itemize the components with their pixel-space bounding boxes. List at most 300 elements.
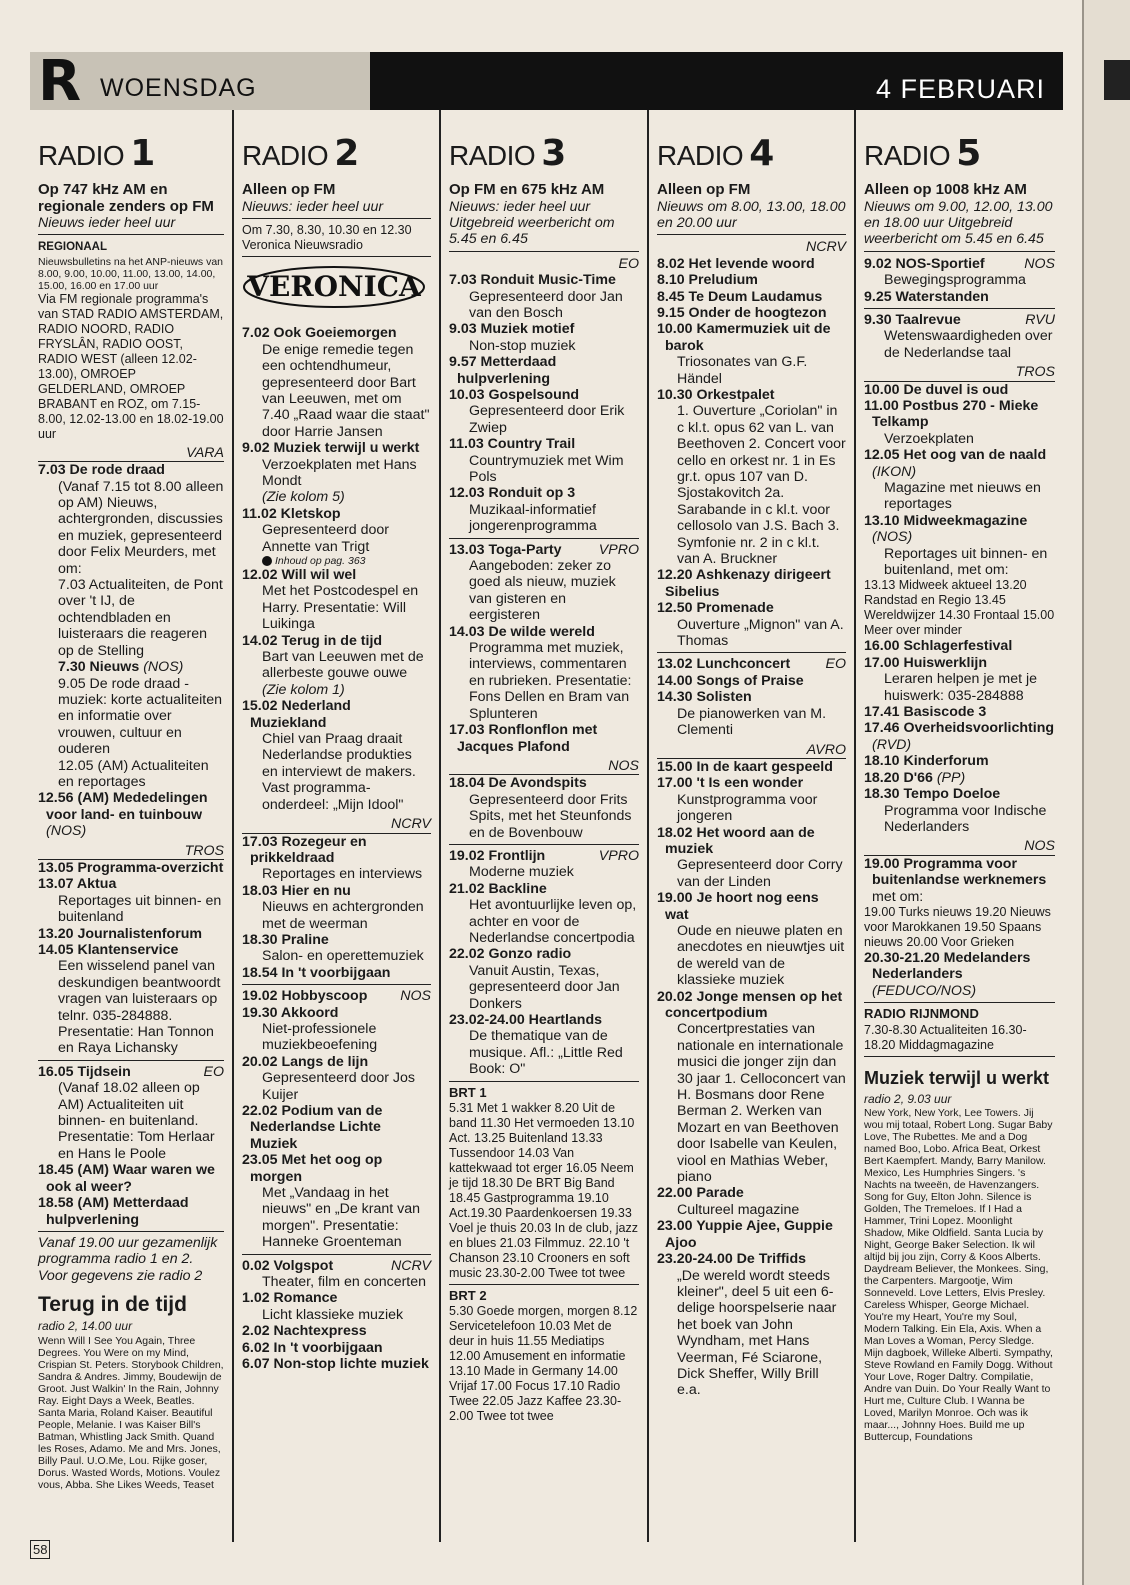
program-title: 17.00 Huiswerklijn <box>864 654 988 671</box>
program <box>242 834 431 867</box>
program <box>242 698 431 731</box>
header-left-band <box>30 49 370 114</box>
channel-sub: Nieuws ieder heel uur <box>38 215 224 235</box>
program <box>657 775 846 791</box>
program-title: 13.03 Toga-Party <box>449 541 562 558</box>
program-desc: Leraren helpen je met je huiswerk: 035-284888 <box>884 671 1038 704</box>
channel-number: 3 <box>541 133 566 174</box>
program <box>242 567 431 583</box>
section-letter: R <box>38 49 82 114</box>
program-sub: 12.05 (AM) Actualiteiten en reportages <box>58 757 209 790</box>
program-sub: 13.13 Midweek aktueel 13.20 Randstad en Regio 13.45 Wereldwijzer 14.30 Frontaal 15.00 Meer over minder <box>864 578 1055 638</box>
divider <box>864 1002 1055 1003</box>
divider <box>242 984 431 985</box>
program-desc: Salon- en operettemuziek <box>262 948 424 965</box>
brt2-heading: BRT 2 <box>449 1288 487 1304</box>
program-title: 12.03 Ronduit op 3 <box>449 485 576 502</box>
program <box>242 965 431 981</box>
program-title: 9.30 Taalrevue <box>864 311 961 328</box>
program-title: 18.58 (AM) Metterdaad hulpverlening <box>38 1195 189 1228</box>
next-page-edge <box>1082 0 1130 1585</box>
program-sub <box>38 659 224 675</box>
program <box>864 382 1055 398</box>
brt2-schedule: 5.30 Goede morgen, morgen 8.12 Servicetelefoon 10.03 Met de deur in huis 11.55 Mediatips 12.00 Amusement en informatie 13.10 Made in Germany 14.00 Vrijaf 17.00 Focus 17.10 Radio Twee 22.05 Jazz Kaffee 23.30-2.00 Twee tot twee <box>449 1304 638 1424</box>
page-header <box>30 49 1063 114</box>
program-title: 18.02 Het woord aan de muziek <box>657 824 815 857</box>
divider <box>864 1056 1055 1057</box>
program-title: 14.00 Songs of Praise <box>657 672 804 689</box>
channel-number: 2 <box>334 133 359 174</box>
program-desc: Gepresenteerd door Jos Kuijer <box>262 1070 416 1103</box>
program-desc: Gepresenteerd door Corry van der Linden <box>677 857 843 890</box>
program-sub: 7.03 Actualiteiten, de Pont over 't IJ, de ochtendbladen en luisteraars die reageren op de Stelling <box>58 577 223 659</box>
program-desc: Gepresenteerd door Frits Spits, met het Steunfonds en de Bovenbouw <box>469 791 632 841</box>
program <box>38 1162 224 1195</box>
program-broadcaster: VPRO <box>598 847 639 864</box>
program-ref <box>242 555 431 567</box>
program-title: 18.30 Praline <box>242 931 329 948</box>
program <box>657 1251 846 1267</box>
program-title: 7.03 Ronduit Music-Time <box>449 272 616 289</box>
program-title: 16.00 Schlagerfestival <box>864 638 1013 655</box>
program-ref: (Zie kolom 5) <box>262 489 345 506</box>
channel-heading <box>242 134 431 176</box>
program-desc: Magazine met nieuws en reportages <box>884 480 1041 513</box>
divider <box>657 652 846 653</box>
channel-label: RADIO <box>864 140 951 171</box>
program <box>38 942 224 958</box>
program-title: 10.00 De duvel is oud <box>864 381 1009 398</box>
broadcaster-label: NOS <box>449 758 639 775</box>
channel-heading <box>38 134 224 176</box>
program-desc: Reportages uit binnen- en buitenland <box>58 892 222 926</box>
channel-number: 5 <box>956 133 981 174</box>
regional-text: Via FM regionale programma's van STAD RADIO AMSTERDAM, RADIO NOORD, RADIO FRYSLÂN, RADIO OOST, RADIO WEST (alleen 12.02-13.00), OMROEP GELDERLAND, OMROEP BRABANT en ROZ, om 7.15-8.00, 12.02-13.00 en 18.02-19.00 uur <box>38 291 224 441</box>
program-title: 9.15 Onder de hoogtezon <box>657 304 827 321</box>
program <box>864 720 1055 753</box>
program-title: 17.00 't Is een wonder <box>657 775 804 792</box>
program <box>864 786 1055 802</box>
program <box>657 1218 846 1251</box>
program-desc: Non-stop muziek <box>469 337 576 354</box>
program-title: 23.00 Yuppie Ajee, Guppie Ajoo <box>657 1218 833 1251</box>
program-title: 2.02 Nachtexpress <box>242 1323 367 1340</box>
program <box>38 876 224 892</box>
program-title: 18.20 D'66 <box>864 769 933 786</box>
program-desc: Licht klassieke muziek <box>262 1306 404 1323</box>
program-broadcaster: EO <box>203 1063 224 1080</box>
program <box>864 256 1055 272</box>
program-desc: Gepresenteerd door Annette van Trigt <box>262 522 389 555</box>
program <box>449 387 639 403</box>
program-title: 10.30 Orkestpalet <box>657 386 775 403</box>
program-broadcaster: NOS <box>400 988 431 1005</box>
program <box>449 354 639 387</box>
program-title: 6.07 Non-stop lichte muziek <box>242 1356 429 1373</box>
program <box>242 883 431 899</box>
program-sub-broadcaster: (NOS) <box>143 659 184 676</box>
program <box>657 656 846 672</box>
program <box>864 753 1055 769</box>
program <box>657 272 846 288</box>
program <box>657 600 846 616</box>
column-radio5 <box>856 110 1063 1542</box>
channel-label: RADIO <box>449 140 536 171</box>
program <box>657 673 846 689</box>
program <box>242 1054 431 1070</box>
program-desc: Moderne muziek <box>469 864 574 881</box>
broadcaster-label: NCRV <box>242 816 431 833</box>
program-desc: Een wisselend panel van deskundigen beantwoordt vragen van luisteraars op telnr. 035-284888. Presentatie: Han Tonnon en Raya Lichansky <box>58 958 221 1057</box>
regional-title: REGIONAAL <box>38 241 107 254</box>
channel-sub-2: Om 7.30, 8.30, 10.30 en 12.30 Veronica Nieuwsradio <box>242 223 431 257</box>
program-title: 18.03 Hier en nu <box>242 882 351 899</box>
program-title: 12.02 Will wil wel <box>242 567 357 583</box>
program <box>449 624 639 640</box>
program-desc: Nieuws en achtergronden met de weerman <box>262 899 424 932</box>
program <box>38 1195 224 1228</box>
program-title: 14.02 Terug in de tijd <box>242 632 383 649</box>
program-title: 19.00 Programma voor buitenlandse werknemers <box>864 855 1047 889</box>
brt1-schedule: 5.31 Met 1 wakker 8.20 Uit de band 11.30 Het vermoeden 13.10 Act. 13.25 Buitenland 13.33 Tussendoor 14.03 Van kattekwaad tot erger 16.05 Neem je tijd 18.30 De BRT Big Band 18.45 Gastprogramma 19.10 Act.19.30 Paardenkoersen 19.33 Voel je thuis 20.03 In de club, jazz en blues 21.03 Filmmuz. 22.10 't Chanson 23.10 Crooners en soft music 23.30-2.00 Twee tot twee <box>449 1101 639 1281</box>
broadcaster-label: NOS <box>864 838 1055 855</box>
program-ref: (Zie kolom 1) <box>262 681 345 698</box>
program-desc: „De wereld wordt steeds kleiner", deel 5 uit een 6-delige hoorspelserie naar het boek van John Wyndham, met Hans Veerman, Fé Sciarone, Dick Sheffer, Willy Brill e.a. <box>677 1267 837 1399</box>
program-title: 17.46 Overheidsvoorlichting <box>864 720 1055 737</box>
program-broadcaster: (NOS) <box>872 529 913 546</box>
program <box>242 1103 431 1152</box>
program <box>657 689 846 705</box>
regional-small: Nieuwsbulletins na het ANP-nieuws van 8.00, 9.00, 10.00, 11.00, 13.00, 14.00, 15.00, 16.00 en 17.00 uur <box>38 255 224 292</box>
program-title: 9.57 Metterdaad hulpverlening <box>449 354 557 387</box>
header-right-band <box>370 52 1063 110</box>
channel-heading <box>864 134 1055 176</box>
program <box>449 722 639 755</box>
divider <box>449 1284 639 1285</box>
program-title: 1.02 Romance <box>242 1290 338 1307</box>
program-desc: 1. Ouverture „Coriolan" in c kl.t. opus 62 van L. van Beethoven 2. Concert voor cello en orkest nr. 1 in Es gr.t. opus 107 van D. Sjostakovitch 2a. Sarabande in c kl.t. voor cellosolo van J.S. Bach 3. Symfonie nr. 2 in c kl.t. van A. Bruckner <box>677 403 846 568</box>
program-desc: Cultureel magazine <box>677 1201 800 1218</box>
program-title: 20.02 Jonge mensen op het concertpodium <box>657 988 843 1021</box>
program-title: 11.02 Kletskop <box>242 505 341 522</box>
program-desc: Muzikaal-informatief jongerenprogramma <box>469 501 597 535</box>
program <box>242 1005 431 1021</box>
program-title: 12.50 Promenade <box>657 600 774 617</box>
column-radio2 <box>234 110 441 1542</box>
program-broadcaster: (NOS) <box>46 823 87 840</box>
program-broadcaster: (FEDUCO/NOS) <box>872 982 977 999</box>
program-title: 19.00 Je hoort nog eens wat <box>657 890 819 923</box>
program-title: 17.03 Ronflonflon met Jacques Plafond <box>449 722 598 755</box>
program-title: 11.03 Country Trail <box>449 436 576 453</box>
program <box>242 1356 431 1372</box>
program-desc: Wetenswaardigheden over de Nederlandse taal <box>884 328 1053 361</box>
program <box>242 1290 431 1306</box>
program-title: 18.30 Tempo Doeloe <box>864 786 1001 803</box>
program-desc: Chiel van Praag draait Nederlandse produkties en interviewt de makers. Vast programma-onderdeel: „Mijn Idool" <box>262 731 416 813</box>
program-title: 12.05 Het oog van de naald <box>864 447 1047 464</box>
program <box>449 542 639 558</box>
program-title: 15.00 In de kaart gespeeld <box>657 758 833 775</box>
program-title: 18.04 De Avondspits <box>449 775 587 792</box>
program-title: 23.02-24.00 Heartlands <box>449 1012 603 1028</box>
program <box>242 988 431 1004</box>
column-radio3 <box>441 110 649 1542</box>
program-desc: Gepresenteerd door Erik Zwiep <box>469 403 625 436</box>
program-title: 17.41 Basiscode 3 <box>864 704 987 721</box>
radio-columns <box>30 110 1063 1542</box>
program-sub: 19.00 Turks nieuws 19.20 Nieuws voor Marokkanen 19.50 Spaans nieuws 20.00 Voor Grieken <box>864 904 1051 949</box>
program-title: 11.00 Postbus 270 - Mieke Telkamp <box>864 397 1039 431</box>
channel-label: RADIO <box>242 140 329 171</box>
program-title: 10.03 Gospelsound <box>449 386 580 403</box>
program-extra: met om: <box>872 888 924 905</box>
program <box>449 1012 639 1028</box>
broadcaster-label: VARA <box>38 445 224 462</box>
program <box>242 1258 431 1274</box>
channel-intro: Alleen op FM <box>242 181 336 198</box>
program <box>657 567 846 600</box>
channel-intro: Op 747 kHz AM en regionale zenders op FM <box>38 181 214 215</box>
program-title: 9.02 NOS-Sportief <box>864 255 985 272</box>
program <box>242 932 431 948</box>
program <box>242 1323 431 1339</box>
broadcaster-label: AVRO <box>657 742 846 759</box>
brt1-heading: BRT 1 <box>449 1084 487 1100</box>
program <box>449 436 639 452</box>
channel-intro: Alleen op FM <box>657 181 751 198</box>
broadcaster-label: EO <box>618 255 639 272</box>
column-radio4 <box>649 110 856 1542</box>
program-title: 12.20 Ashkenazy dirigeert Sibelius <box>657 567 831 600</box>
program-title: 23.20-24.00 De Triffids <box>657 1251 807 1268</box>
program-broadcaster: (PP) <box>936 769 966 786</box>
program <box>657 1185 846 1201</box>
program-desc: (Vanaf 7.15 tot 8.00 alleen op AM) Nieuws, achtergronden, discussies en muziek, gepresenteerd door Felix Meurders, met om: <box>58 478 224 577</box>
program <box>242 506 431 522</box>
header-date: 4 FEBRUARI <box>875 74 1045 104</box>
program-desc: Met het Postcodespel en Harry. Presentatie: Will Luikinga <box>262 583 419 633</box>
program-title: 13.02 Lunchconcert <box>657 656 791 673</box>
program <box>657 759 846 775</box>
divider <box>38 1231 224 1232</box>
broadcaster-label: NCRV <box>806 239 846 256</box>
program-broadcaster: EO <box>825 656 846 673</box>
box-heading: Muziek terwijl u werkt <box>864 1067 1050 1088</box>
channel-heading <box>449 134 639 176</box>
program-title: 20.30-21.20 Medelanders Nederlanders <box>864 949 1031 983</box>
program-title: 23.05 Met het oog op morgen <box>242 1152 383 1185</box>
channel-sub: Nieuws: ieder heel uur Uitgebreid weerbericht om 5.45 en 6.45 <box>449 199 639 252</box>
program-title: 18.10 Kinderforum <box>864 753 989 770</box>
channel-heading <box>657 134 846 176</box>
program-title: 14.05 Klantenservice <box>38 942 179 958</box>
program <box>449 485 639 501</box>
program-desc: De thematique van de musique. Afl.: „Little Red Book: O" <box>469 1028 623 1078</box>
veronica-logo <box>242 263 427 311</box>
program <box>864 513 1055 546</box>
program <box>38 860 224 876</box>
program <box>657 387 846 403</box>
program-title: 16.05 Tijdsein <box>38 1063 131 1080</box>
program-title: 9.25 Waterstanden <box>864 288 989 305</box>
program-sub: 9.05 De rode draad - muziek: korte actualiteiten en informatie over vrouwen, cultuur en ouderen <box>58 675 223 758</box>
program-desc: Reportages uit binnen- en buitenland, met om: <box>884 545 1048 579</box>
channel-sub: Nieuws om 8.00, 13.00, 18.00 en 20.00 uur <box>657 199 846 236</box>
program <box>449 321 639 337</box>
program-broadcaster: (IKON) <box>872 463 917 480</box>
program <box>864 770 1055 786</box>
program <box>242 1152 431 1185</box>
program <box>657 289 846 305</box>
box-subheading: radio 2, 14.00 uur <box>38 1319 133 1334</box>
program <box>449 775 639 791</box>
channel-label: RADIO <box>657 140 744 171</box>
program-broadcaster: NCRV <box>391 1257 431 1274</box>
program <box>864 856 1055 905</box>
program-desc: Bart van Leeuwen met de allerbeste gouwe ouwe <box>262 649 424 682</box>
program <box>449 272 639 288</box>
divider <box>449 1081 639 1082</box>
channel-number: 4 <box>749 133 774 174</box>
radio-rijnmond-schedule: 7.30-8.30 Actualiteiten 16.30-18.20 Middagmagazine <box>864 1022 1027 1052</box>
program-title: 18.45 (AM) Waar waren we ook al weer? <box>38 1162 215 1195</box>
program <box>864 312 1055 328</box>
program <box>864 289 1055 305</box>
program-title: 13.20 Journalistenforum <box>38 925 202 942</box>
program-title: 12.56 (AM) Mededelingen voor land- en tuinbouw <box>38 790 208 823</box>
schedule-note: Vanaf 19.00 uur gezamenlijk programma radio 1 en 2. Voor gegevens zie radio 2 <box>38 1234 218 1284</box>
program-ref-text: Inhoud op pag. 363 <box>275 555 366 567</box>
program <box>242 325 431 341</box>
program-title: 21.02 Backline <box>449 880 547 897</box>
program <box>38 462 224 478</box>
program <box>657 825 846 858</box>
program-title: 6.02 In 't voorbijgaan <box>242 1339 383 1356</box>
program-desc: Theater, film en concerten <box>262 1274 427 1291</box>
program-title: 19.02 Hobbyscoop <box>242 988 368 1005</box>
program-title: 14.30 Solisten <box>657 689 752 706</box>
channel-intro: Alleen op 1008 kHz AM <box>864 181 1027 198</box>
program <box>864 638 1055 654</box>
program-title: 22.00 Parade <box>657 1185 744 1202</box>
program-desc: Oude en nieuwe platen en anecdotes en nieuwtjes uit de wereld van de klassieke muziek <box>677 922 845 989</box>
broadcaster-label: TROS <box>864 364 1055 381</box>
box-subheading: radio 2, 9.03 uur <box>864 1091 952 1106</box>
program-title: 13.07 Aktua <box>38 876 117 893</box>
program-broadcaster: VPRO <box>598 541 639 558</box>
program-title: 20.02 Langs de lijn <box>242 1053 369 1070</box>
program-broadcaster: RVU <box>1025 311 1055 328</box>
program-desc: De pianowerken van M. Clementi <box>677 705 827 739</box>
program <box>242 1340 431 1356</box>
program-title: 7.02 Ook Goeiemorgen <box>242 325 397 342</box>
program-title: 9.02 Muziek terwijl u werkt <box>242 440 420 457</box>
radio-rijnmond-heading: RADIO RIJNMOND <box>864 1006 979 1022</box>
program <box>864 655 1055 671</box>
program <box>449 881 639 897</box>
program <box>242 633 431 649</box>
program-desc: Concertprestaties van nationale en internationale musici die jonger zijn dan 30 jaar 1. Celloconcert van H. Bosmans door Rene Berman 2. Werken van Mozart en van Beethoven door Isabelle van Keulen, viool en Mathias Weber, piano <box>677 1021 846 1186</box>
divider <box>38 1060 224 1061</box>
program <box>864 704 1055 720</box>
program-broadcaster: NOS <box>1024 255 1055 272</box>
program-title: 7.03 De rode draad <box>38 462 165 479</box>
program <box>38 926 224 942</box>
divider <box>242 1254 431 1255</box>
program-title: 9.03 Muziek motief <box>449 321 575 338</box>
program-desc: Verzoekplaten met Hans Mondt <box>262 456 417 489</box>
program-sub-title: 7.30 Nieuws <box>58 659 140 676</box>
divider <box>864 308 1055 309</box>
program <box>864 398 1055 431</box>
channel-sub: Nieuws: ieder heel uur <box>242 199 431 219</box>
program-title: 19.02 Frontlijn <box>449 847 546 864</box>
program-title: 8.02 Het levende woord <box>657 255 815 272</box>
program <box>242 440 431 456</box>
program <box>657 989 846 1022</box>
program-title: 22.02 Podium van de Nederlandse Lichte Muziek <box>242 1103 383 1152</box>
song-list: Wenn Will I See You Again, Three Degrees. You Were on my Mind, Crispian St. Peters. Storybook Children, Sandra & Andres. Jimmy, Boudewijn de Groot. Just Walkin' In the Rain, Johnny Ray. Eight Days a Week, Beatles. Santa Maria, Roland Kaiser. Beautiful People, Melanie. I was Kaiser Bill's Batman, Whistling Jack Smith. Quand les Roses, Adamo. Me and Mrs. Jones, Billy Paul. U.O.Me, Lou. Rijke goser, Dorus. Wasted Words, Motions. Voulez vous, Abba. She Likes Weeds, Teaset <box>38 1334 224 1491</box>
column-radio1 <box>30 110 234 1542</box>
program-desc: Reportages en interviews <box>262 866 423 883</box>
program-desc: Ouverture „Mignon" van A. Thomas <box>677 616 844 650</box>
channel-sub: Nieuws om 9.00, 12.00, 13.00 en 18.00 uur Uitgebreid weerbericht om 5.45 en 6.45 <box>864 199 1055 252</box>
program <box>657 890 846 923</box>
program-title: 17.03 Rozegeur en prikkeldraad <box>242 833 367 866</box>
song-list: New York, New York, Lee Towers. Jij wou mij totaal, Robert Long. Sugar Baby Love, The Rubettes. Me and a Dog named Boo, Lobo. Africa Beat, Orkest Bert Kaempfert. Mandy, Barry Manilow. Mexico, Les Humphries Singers. 's Nachts na tweeën, de Havenzangers. Song for Guy, Elton John. Silence is Golden, The Tremeloes. If I Had a Hammer, Trini Lopez. Moonlight Shadow, Mike Oldfield. Santa Lucia by Night, George Baker Selection. Ik wil altijd bij jou zijn, Corry & Koos Alberts. Daydream Believer, the Monkees. Sing, the Carpenters. Margootje, Wim Sonneveld. Love Letters, Elvis Presley. Careless Whisper, George Michael. You're my Heart, You're my Soul, Modern Talking. Ein Ela, Axis. When a Man Loves a Woman, Percy Sledge. Mijn dagboek, Willeke Alberti. Sympathy, Steve Rowland en Family Dogg. Without Your Love, Roger Daltry. Compilatie, Andre van Duin. Do Your Really Want to Hurt me, Culture Club. I Wanna be Loved, Marilyn Monroe. Och was ik maar..., Johnny Hoes. Build me up Buttercup, Foundations <box>864 1106 1053 1443</box>
header-day: WOENSDAG <box>100 74 257 102</box>
program <box>657 256 846 272</box>
program-desc: Met „Vandaag in het nieuws" en „De krant van morgen". Presentatie: Hanneke Groenteman <box>262 1185 421 1251</box>
program-title: 13.10 Midweekmagazine <box>864 512 1028 529</box>
program-desc: Kunstprogramma voor jongeren <box>677 791 818 825</box>
program-desc: Triosonates van G.F. Händel <box>677 354 808 387</box>
program-title: 13.05 Programma-overzicht <box>38 859 224 876</box>
program-desc: (Vanaf 18.02 alleen op AM) Actualiteiten uit binnen- en buitenland. Presentatie: Tom Herlaar en Hans le Poole <box>58 1080 215 1162</box>
channel-label: RADIO <box>38 140 125 171</box>
program-title: 0.02 Volgspot <box>242 1257 334 1274</box>
program-desc: Gepresenteerd door Jan van den Bosch <box>469 288 623 321</box>
channel-number: 1 <box>130 133 155 174</box>
program-title: 10.00 Kamermuziek uit de barok <box>657 321 831 354</box>
program-desc: Vanuit Austin, Texas, gepresenteerd door Jan Donkers <box>469 962 620 1012</box>
program-broadcaster: (RVD) <box>872 736 912 753</box>
next-page-header-block <box>1104 60 1130 100</box>
program-title: 8.45 Te Deum Laudamus <box>657 288 823 305</box>
program <box>657 321 846 354</box>
program-desc: Bewegingsprogramma <box>884 272 1026 289</box>
program-desc: De enige remedie tegen een ochtendhumeur, gepresenteerd door Bart van Leeuwen, met om 7.40 „Raad waar die staat" door Harrie Jansen <box>262 341 430 440</box>
info-icon <box>262 556 272 566</box>
program-title: 15.02 Nederland Muziekland <box>242 698 351 731</box>
program-title: 22.02 Gonzo radio <box>449 946 572 963</box>
divider <box>449 844 639 845</box>
program <box>449 946 639 962</box>
divider <box>449 538 639 539</box>
broadcaster-label: TROS <box>38 843 224 860</box>
program-title: 18.54 In 't voorbijgaan <box>242 964 391 981</box>
program <box>38 1064 224 1080</box>
page-number: 58 <box>30 1540 50 1559</box>
program-title: 14.03 De wilde wereld <box>449 623 595 640</box>
program-desc: Niet-professionele muziekbeoefening <box>262 1020 378 1054</box>
box-heading: Terug in de tijd <box>38 1293 187 1317</box>
program-desc: Het avontuurlijke leven op, achter en voor de Nederlandse concertpodia <box>469 897 637 946</box>
program <box>864 950 1055 999</box>
channel-intro: Op FM en 675 kHz AM <box>449 181 605 198</box>
program-desc: Aangeboden: zeker zo goed als nieuw, muziek van gisteren en eergisteren <box>469 558 616 624</box>
